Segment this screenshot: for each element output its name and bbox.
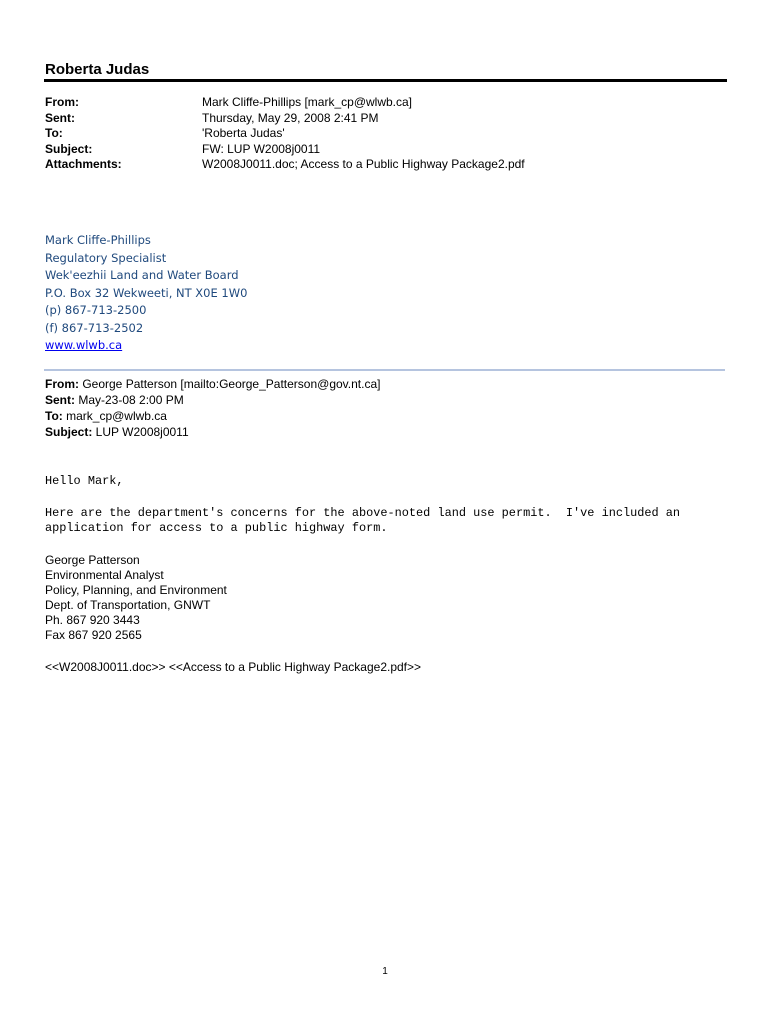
sender-title: Environmental Analyst: [45, 568, 164, 582]
sender-fax: Fax 867 920 2565: [45, 628, 142, 642]
from-value: Mark Cliffe-Phillips [mark_cp@wlwb.ca]: [202, 95, 413, 109]
sent-value: Thursday, May 29, 2008 2:41 PM: [202, 110, 379, 125]
fwd-sent-label: Sent:: [45, 393, 75, 407]
sender-signature-block: [45, 232, 247, 355]
signature-org: Wek'eezhii Land and Water Board: [45, 268, 239, 282]
fwd-from-row: [45, 376, 380, 392]
sender-phone: Ph. 867 920 3443: [45, 613, 140, 627]
fwd-sent-value: May-23-08 2:00 PM: [75, 393, 184, 407]
fwd-subject-row: [45, 424, 380, 440]
header-subject-row: [45, 142, 525, 158]
email-header: [45, 95, 525, 173]
message-greeting: Hello Mark,: [45, 474, 124, 488]
fwd-to-row: [45, 408, 380, 424]
to-label: To:: [45, 126, 63, 140]
owner-divider: [44, 79, 727, 82]
header-sent-row: [45, 111, 525, 127]
signature-phone: (p) 867-713-2500: [45, 303, 147, 317]
sender-division: Policy, Planning, and Environment: [45, 583, 227, 597]
attachments-label: Attachments:: [45, 157, 122, 171]
fwd-sent-row: [45, 392, 380, 408]
fwd-from-label: From:: [45, 377, 79, 391]
from-label: From:: [45, 95, 79, 109]
signature-title: Regulatory Specialist: [45, 250, 167, 265]
header-from-row: [45, 95, 525, 111]
attachments-value[interactable]: W2008J0011.doc; Access to a Public Highway Package2.pdf: [202, 157, 525, 171]
signature-name: Mark Cliffe-Phillips: [45, 233, 151, 247]
to-value: 'Roberta Judas': [202, 126, 285, 140]
fwd-subject-label: Subject:: [45, 425, 93, 439]
forwarded-header: [45, 376, 380, 440]
signature-fax: (f) 867-713-2502: [45, 320, 144, 335]
subject-label: Subject:: [45, 141, 93, 156]
inline-attachments[interactable]: <<W2008J0011.doc>> <<Access to a Public Highway Package2.pdf>>: [45, 660, 422, 674]
page-number: 1: [382, 966, 388, 977]
fwd-subject-value: LUP W2008j0011: [92, 425, 189, 439]
header-attachments-row: [45, 157, 525, 173]
signature-website-link[interactable]: www.wlwb.ca: [45, 338, 123, 352]
sender-name: George Patterson: [45, 553, 140, 567]
sender-dept: Dept. of Transportation, GNWT: [45, 598, 211, 612]
forwarded-sender-signature: [45, 553, 227, 643]
forward-divider: [44, 369, 725, 371]
fwd-from-value: George Patterson [mailto:George_Patterson@gov.nt.ca]: [79, 377, 381, 391]
message-body: Here are the department's concerns for the above-noted land use permit. I've included an application for access to a public highway form.: [45, 506, 681, 535]
sent-label: Sent:: [45, 110, 75, 125]
header-to-row: [45, 126, 525, 142]
subject-value: FW: LUP W2008j0011: [202, 141, 321, 156]
fwd-to-label: To:: [45, 409, 63, 423]
signature-address: P.O. Box 32 Wekweeti, NT X0E 1W0: [45, 285, 248, 300]
mailbox-owner-name: Roberta Judas: [45, 61, 150, 78]
fwd-to-value: mark_cp@wlwb.ca: [62, 409, 167, 423]
